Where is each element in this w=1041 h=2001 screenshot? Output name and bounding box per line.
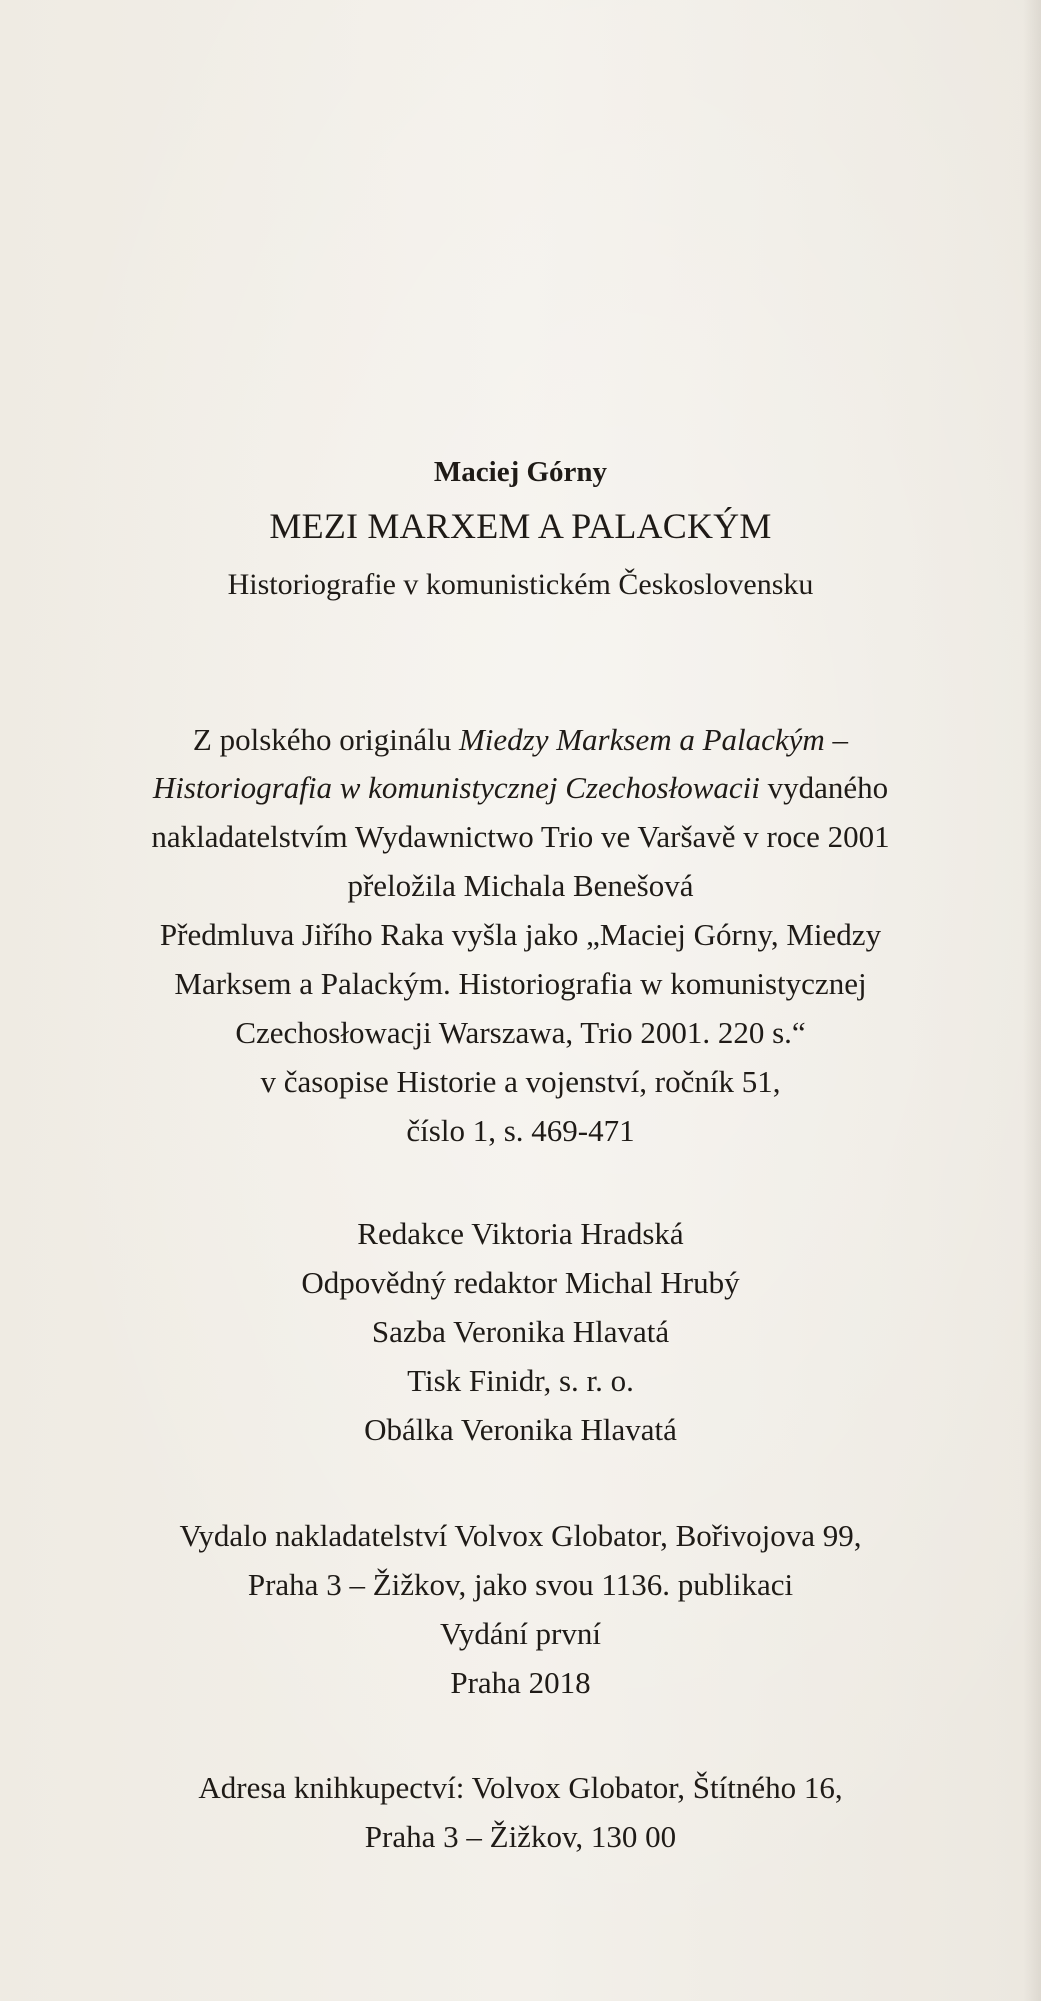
preface-line-2: Marksem a Palackým. Historiografia w komunistycznej xyxy=(174,966,867,1001)
translation-line-3: nakladatelstvím Wydawnictwo Trio ve Varšavě v roce 2001 xyxy=(151,819,890,854)
author-name: Maciej Górny xyxy=(433,456,608,488)
original-title-part-2: Historiografia w komunistycznej Czechosłowacii xyxy=(152,770,760,805)
bookstore-line-2: Praha 3 – Žižkov, 130 00 xyxy=(364,1819,677,1854)
translation-line-2 xyxy=(0,768,1041,808)
edition-line: Vydání první xyxy=(439,1616,601,1651)
preface-line-4: v časopise Historie a vojenství, ročník 51, xyxy=(260,1064,781,1099)
preface-line-3: Czechosłowacji Warszawa, Trio 2001. 220 s.“ xyxy=(235,1015,806,1050)
translation-line-1 xyxy=(0,720,1041,760)
place-year-line: Praha 2018 xyxy=(450,1665,591,1700)
book-title: MEZI MARXEM A PALACKÝM xyxy=(269,506,772,546)
credit-typesetting: Sazba Veronika Hlavatá xyxy=(371,1314,670,1349)
credit-editor: Redakce Viktoria Hradská xyxy=(357,1216,684,1251)
credit-print: Tisk Finidr, s. r. o. xyxy=(407,1363,634,1398)
publisher-line-1: Vydalo nakladatelství Volvox Globator, Bořivojova 99, xyxy=(179,1518,862,1553)
preface-line-5: číslo 1, s. 469-471 xyxy=(406,1113,635,1148)
bookstore-line-1: Adresa knihkupectví: Volvox Globator, Štítného 16, xyxy=(198,1770,843,1805)
book-subtitle: Historiografie v komunistickém Československu xyxy=(227,568,814,601)
credit-cover: Obálka Veronika Hlavatá xyxy=(364,1412,677,1447)
translator-line: přeložila Michala Benešová xyxy=(347,868,694,903)
translation-line-2-suffix: vydaného xyxy=(759,770,889,805)
original-title-part-1: Miedzy Marksem a Palackým – xyxy=(458,722,849,757)
publisher-line-2: Praha 3 – Žižkov, jako svou 1136. publikaci xyxy=(247,1567,794,1602)
credit-responsible-editor: Odpovědný redaktor Michal Hrubý xyxy=(301,1265,740,1300)
preface-line-1: Předmluva Jiřího Raka vyšla jako „Maciej Górny, Miedzy xyxy=(159,917,882,952)
translation-line-1-prefix: Z polského originálu xyxy=(192,722,459,757)
